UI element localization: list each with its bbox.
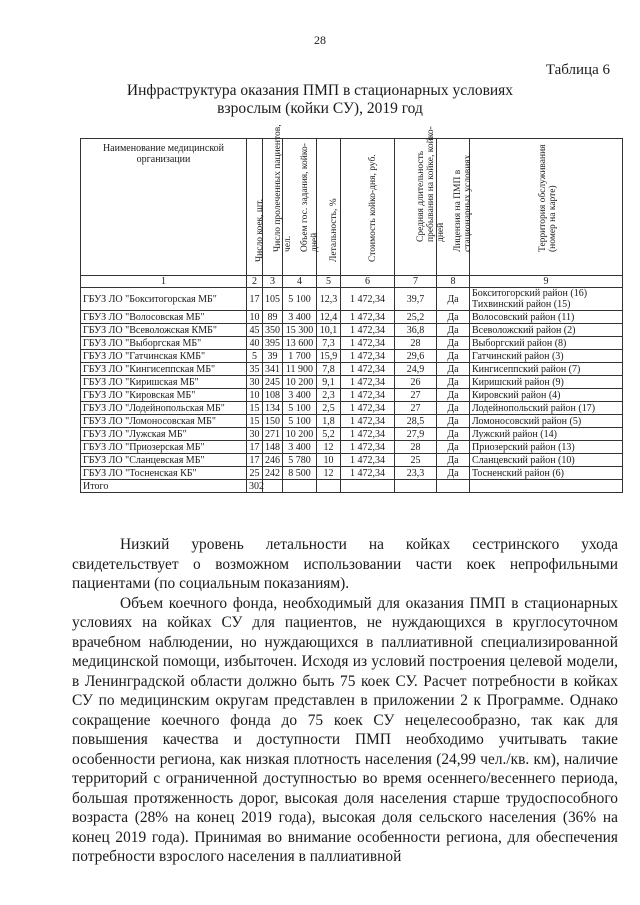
cost-cell: 1 472,34 xyxy=(341,337,395,350)
patients-cell: 271 xyxy=(263,428,283,441)
duration-cell: 25,2 xyxy=(395,311,437,324)
territory-cell: Выборгский район (8) xyxy=(470,337,623,350)
paragraph: Объем коечного фонда, необходимый для оказания ПМП в стационарных условиях на койках СУ для пациентов, не нуждающихся в круглосуточном врачебном наблюдении, но нуждающихся в паллиативной специализированной медицинской помощи, избыточен. Исходя из условий построения целевой модели, в Ленинградской области должно быть 75 коек СУ. Расчет потребности в койках СУ по медицинским округам представлен в приложении 2 к Программе. Однако сокращение коечного фонда до 75 коек СУ нецелесообразно, так как для повышения качества и доступности ПМП необходимо учитывать такие особенности региона, как низкая плотность населения (24,99 чел./кв. км), наличие территорий с ограниченной доступностью во время осеннего/весеннего периода, большая протяженность дорог, высокая доля населения старше трудоспособного возраста (28% на конец 2019 года), высокая доля сельского населения (36% на конец 2019 года). Принимая во внимание особенности региона, для обеспечения потребности взрослого населения в паллиативной xyxy=(72,594,618,865)
table-row xyxy=(81,415,623,428)
territory-cell: Киришский район (9) xyxy=(470,376,623,389)
patients-cell: 134 xyxy=(263,402,283,415)
table-row xyxy=(81,428,623,441)
beds-cell: 15 xyxy=(247,415,263,428)
cost-cell: 1 472,34 xyxy=(341,389,395,402)
volume-cell: 3 400 xyxy=(283,441,317,454)
table-row xyxy=(81,311,623,324)
header-lethality-text: Летальность, % xyxy=(328,198,339,262)
column-number: 5 xyxy=(317,276,341,288)
table-label: Таблица 6 xyxy=(545,62,610,78)
beds-cell: 10 xyxy=(247,389,263,402)
column-numbers-row xyxy=(81,276,623,288)
territory-cell: Гатчинский район (3) xyxy=(470,350,623,363)
lethality-cell: 10 xyxy=(317,454,341,467)
patients-cell: 108 xyxy=(263,389,283,402)
table-row xyxy=(81,454,623,467)
table-title: Инфраструктура оказания ПМП в стационарных условиях взрослым (койки СУ), 2019 год xyxy=(126,82,514,117)
header-org-name: Наименование медицинской организации xyxy=(81,139,247,276)
lethality-cell: 7,3 xyxy=(317,337,341,350)
header-territory-text: Территория обслуживания (номер на карте) xyxy=(538,144,559,252)
volume-cell: 13 600 xyxy=(283,337,317,350)
column-number: 9 xyxy=(470,276,623,288)
patients-cell: 150 xyxy=(263,415,283,428)
territory-cell: Приозерский район (13) xyxy=(470,441,623,454)
org-name-cell: ГБУЗ ЛО "Ломоносовская МБ" xyxy=(81,415,247,428)
beds-cell: 5 xyxy=(247,350,263,363)
volume-cell: 5 100 xyxy=(283,415,317,428)
org-name-cell: ГБУЗ ЛО "Приозерская МБ" xyxy=(81,441,247,454)
org-name-cell: ГБУЗ ЛО "Бокситогорская МБ" xyxy=(81,288,247,311)
cost-cell: 1 472,34 xyxy=(341,467,395,480)
org-name-cell: ГБУЗ ЛО "Волосовская МБ" xyxy=(81,311,247,324)
patients-cell: 39 xyxy=(263,350,283,363)
patients-cell: 246 xyxy=(263,454,283,467)
cost-cell: 1 472,34 xyxy=(341,454,395,467)
license-cell: Да xyxy=(437,363,470,376)
total-label: Итого xyxy=(81,480,247,493)
table-row xyxy=(81,363,623,376)
patients-cell: 341 xyxy=(263,363,283,376)
duration-cell: 24,9 xyxy=(395,363,437,376)
header-volume xyxy=(283,139,320,276)
lethality-cell: 12,4 xyxy=(317,311,341,324)
lethality-cell: 12,3 xyxy=(317,288,341,311)
beds-cell: 30 xyxy=(247,428,263,441)
duration-cell: 27 xyxy=(395,402,437,415)
patients-cell: 242 xyxy=(263,467,283,480)
table-row xyxy=(81,389,623,402)
lethality-cell: 9,1 xyxy=(317,376,341,389)
lethality-cell: 10,1 xyxy=(317,324,341,337)
table-body xyxy=(81,288,623,493)
territory-cell: Волосовский район (11) xyxy=(470,311,623,324)
header-lethality xyxy=(317,139,341,276)
org-name-cell: ГБУЗ ЛО "Киришская МБ" xyxy=(81,376,247,389)
volume-cell: 15 300 xyxy=(283,324,317,337)
org-name-cell: ГБУЗ ЛО "Лодейнопольская МБ" xyxy=(81,402,247,415)
patients-cell: 105 xyxy=(263,288,283,311)
territory-cell: Всеволожский район (2) xyxy=(470,324,623,337)
org-name-cell: ГБУЗ ЛО "Лужская МБ" xyxy=(81,428,247,441)
cost-cell: 1 472,34 xyxy=(341,376,395,389)
volume-cell: 3 400 xyxy=(283,389,317,402)
org-name-cell: ГБУЗ ЛО "Всеволожская КМБ" xyxy=(81,324,247,337)
lethality-cell: 12 xyxy=(317,441,341,454)
column-number: 1 xyxy=(81,276,247,288)
org-name-cell: ГБУЗ ЛО "Кировская МБ" xyxy=(81,389,247,402)
license-cell: Да xyxy=(437,389,470,402)
territory-cell: Тосненский район (6) xyxy=(470,467,623,480)
page-number: 28 xyxy=(314,33,326,47)
table-row xyxy=(81,350,623,363)
header-volume-text: Объем гос. задания, койко-дней xyxy=(299,143,320,252)
beds-cell: 10 xyxy=(247,311,263,324)
cost-cell: 1 472,34 xyxy=(341,441,395,454)
column-number: 8 xyxy=(437,276,470,288)
org-name-cell: ГБУЗ ЛО "Сланцевская МБ" xyxy=(81,454,247,467)
territory-cell: Кировский район (4) xyxy=(470,389,623,402)
duration-cell: 28 xyxy=(395,441,437,454)
duration-cell: 39,7 xyxy=(395,288,437,311)
duration-cell: 25 xyxy=(395,454,437,467)
beds-cell: 17 xyxy=(247,441,263,454)
patients-cell: 89 xyxy=(263,311,283,324)
beds-cell: 15 xyxy=(247,402,263,415)
cost-cell: 1 472,34 xyxy=(341,288,395,311)
territory-cell: Бокситогорский район (16) Тихвинский район (15) xyxy=(470,288,623,311)
volume-cell: 1 700 xyxy=(283,350,317,363)
license-cell: Да xyxy=(437,428,470,441)
volume-cell: 3 400 xyxy=(283,311,317,324)
license-cell: Да xyxy=(437,467,470,480)
license-cell: Да xyxy=(437,376,470,389)
table-row xyxy=(81,288,623,311)
volume-cell: 11 900 xyxy=(283,363,317,376)
volume-cell: 5 100 xyxy=(283,288,317,311)
beds-cell: 30 xyxy=(247,376,263,389)
territory-cell: Лужский район (14) xyxy=(470,428,623,441)
column-number: 6 xyxy=(341,276,395,288)
table-row xyxy=(81,402,623,415)
beds-cell: 35 xyxy=(247,363,263,376)
beds-cell: 17 xyxy=(247,288,263,311)
cost-cell: 1 472,34 xyxy=(341,428,395,441)
patients-cell: 350 xyxy=(263,324,283,337)
license-cell: Да xyxy=(437,311,470,324)
territory-cell: Лодейнопольский район (17) xyxy=(470,402,623,415)
lethality-cell: 2,5 xyxy=(317,402,341,415)
volume-cell: 5 780 xyxy=(283,454,317,467)
territory-cell: Сланцевский район (10) xyxy=(470,454,623,467)
org-name-cell: ГБУЗ ЛО "Гатчинская КМБ" xyxy=(81,350,247,363)
table-row xyxy=(81,467,623,480)
table-row xyxy=(81,376,623,389)
infrastructure-table xyxy=(80,124,623,493)
license-cell: Да xyxy=(437,402,470,415)
duration-cell: 36,8 xyxy=(395,324,437,337)
header-license-text: Лицензия на ПМП в стационарных условиях xyxy=(453,154,473,252)
duration-cell: 28,5 xyxy=(395,415,437,428)
volume-cell: 10 200 xyxy=(283,428,317,441)
duration-cell: 29,6 xyxy=(395,350,437,363)
lethality-cell: 1,8 xyxy=(317,415,341,428)
lethality-cell: 12 xyxy=(317,467,341,480)
lethality-cell: 15,9 xyxy=(317,350,341,363)
column-number: 3 xyxy=(263,276,283,288)
volume-cell: 5 100 xyxy=(283,402,317,415)
header-duration xyxy=(395,126,446,276)
license-cell: Да xyxy=(437,441,470,454)
table-row xyxy=(81,337,623,350)
column-number: 7 xyxy=(395,276,437,288)
table-row-total xyxy=(81,480,623,493)
header-duration-text: Средняя длительность пребывания на койке, койко-дней xyxy=(415,126,446,242)
lethality-cell: 5,2 xyxy=(317,428,341,441)
license-cell: Да xyxy=(437,324,470,337)
patients-cell: 148 xyxy=(263,441,283,454)
beds-cell: 25 xyxy=(247,467,263,480)
license-cell: Да xyxy=(437,415,470,428)
header-patients-text: Число пролеченных пациентов, чел. xyxy=(272,124,293,252)
column-number: 4 xyxy=(283,276,317,288)
license-cell: Да xyxy=(437,337,470,350)
table-row xyxy=(81,324,623,337)
cost-cell: 1 472,34 xyxy=(341,311,395,324)
patients-cell: 395 xyxy=(263,337,283,350)
org-name-cell: ГБУЗ ЛО "Тосненская КБ" xyxy=(81,467,247,480)
cost-cell: 1 472,34 xyxy=(341,324,395,337)
territory-cell: Ломоносовский район (5) xyxy=(470,415,623,428)
cost-cell: 1 472,34 xyxy=(341,402,395,415)
license-cell: Да xyxy=(437,350,470,363)
header-patients xyxy=(263,124,293,276)
header-beds xyxy=(247,139,263,276)
beds-cell: 17 xyxy=(247,454,263,467)
cost-cell: 1 472,34 xyxy=(341,363,395,376)
license-cell: Да xyxy=(437,454,470,467)
beds-cell: 40 xyxy=(247,337,263,350)
table-row xyxy=(81,441,623,454)
total-beds: 302 xyxy=(247,480,263,493)
header-territory xyxy=(470,139,623,276)
volume-cell: 8 500 xyxy=(283,467,317,480)
volume-cell: 10 200 xyxy=(283,376,317,389)
body-text xyxy=(72,535,618,867)
duration-cell: 27 xyxy=(395,389,437,402)
cost-cell: 1 472,34 xyxy=(341,415,395,428)
patients-cell: 245 xyxy=(263,376,283,389)
duration-cell: 26 xyxy=(395,376,437,389)
header-cost-text: Стоимость койко-дня, руб. xyxy=(367,154,378,262)
column-number: 2 xyxy=(247,276,263,288)
license-cell: Да xyxy=(437,288,470,311)
duration-cell: 28 xyxy=(395,337,437,350)
duration-cell: 27,9 xyxy=(395,428,437,441)
lethality-cell: 2,3 xyxy=(317,389,341,402)
header-cost xyxy=(341,139,395,276)
paragraph: Низкий уровень летальности на койках сестринского ухода свидетельствует о возможном использовании части коек непрофильными пациентами (по социальным показаниям). xyxy=(72,536,618,592)
lethality-cell: 7,8 xyxy=(317,363,341,376)
org-name-cell: ГБУЗ ЛО "Кингисеппская МБ" xyxy=(81,363,247,376)
header-license xyxy=(437,139,473,276)
org-name-cell: ГБУЗ ЛО "Выборгская МБ" xyxy=(81,337,247,350)
header-beds-text: Число коек, шт. xyxy=(254,198,265,262)
cost-cell: 1 472,34 xyxy=(341,350,395,363)
duration-cell: 23,3 xyxy=(395,467,437,480)
beds-cell: 45 xyxy=(247,324,263,337)
territory-cell: Кингисеппский район (7) xyxy=(470,363,623,376)
